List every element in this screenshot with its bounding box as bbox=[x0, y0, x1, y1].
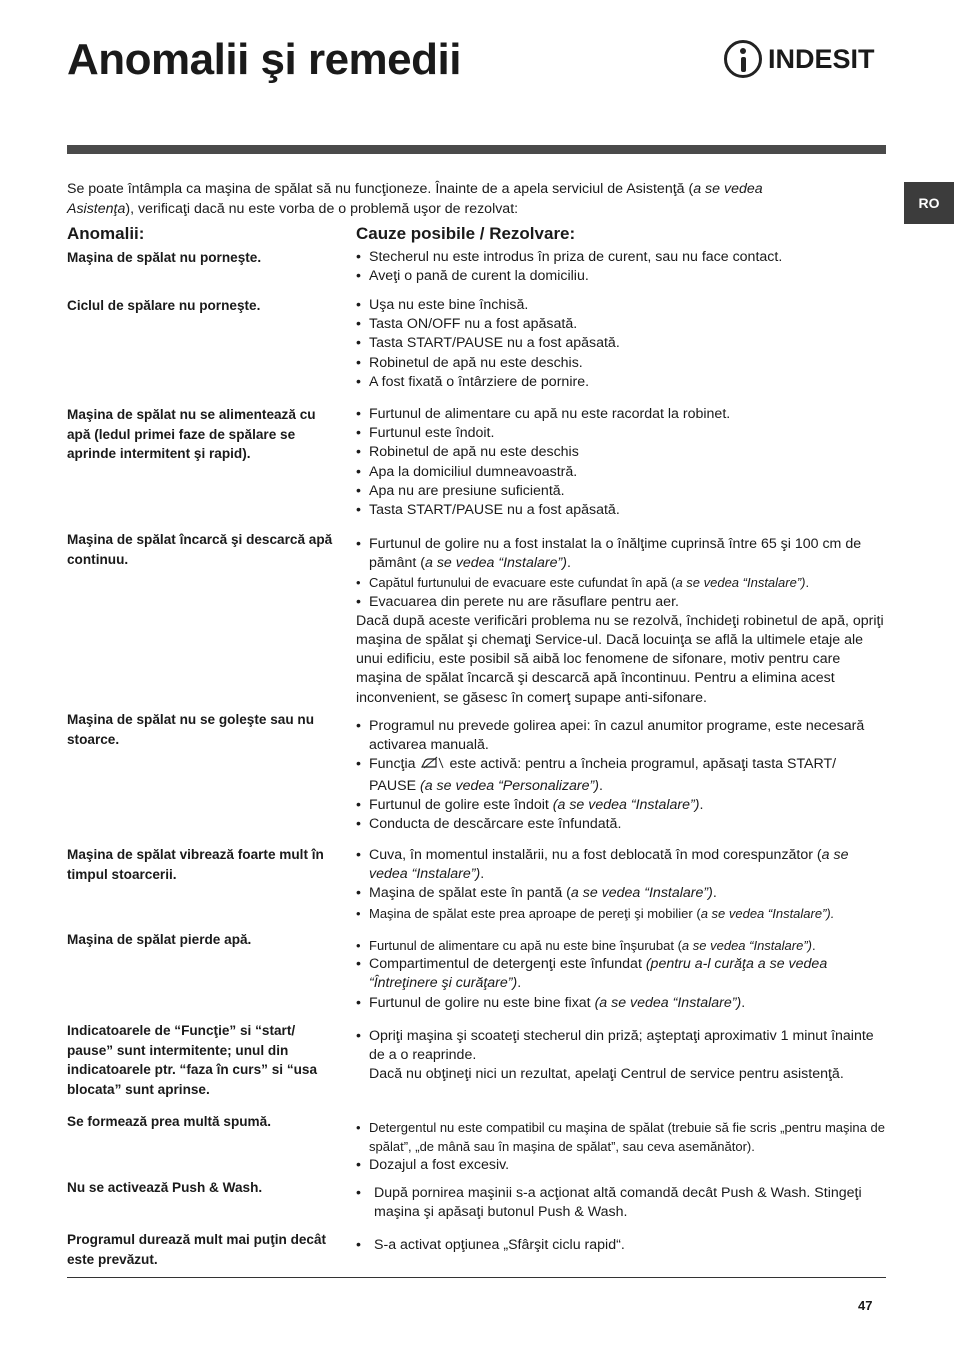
cause-item: • Apa nu are presiune suficientă. bbox=[356, 482, 886, 501]
problem-text: Maşina de spălat vibrează foarte mult în timpul stoarcerii. bbox=[67, 847, 324, 882]
cause-item: • Aveţi o pană de curent la domiciliu. bbox=[356, 267, 886, 286]
causes-list bbox=[356, 936, 886, 1013]
iron-no-spin-icon bbox=[420, 756, 444, 776]
header-divider bbox=[67, 145, 886, 154]
problem-text: Maşina de spălat încarcă şi descarcă apă continuu. bbox=[67, 532, 333, 567]
problem-text: Ciclul de spălare nu porneşte. bbox=[67, 298, 261, 313]
cause-item: • Detergentul nu este compatibil cu maşina de spălat (trebuie să fie scris „pentru maşina de spălat”, „de mână sau în maşina de spălat”, sau ceva asemănător). bbox=[356, 1118, 886, 1156]
cause-item: • Robinetul de apă nu este deschis bbox=[356, 443, 886, 462]
cause-item: • Funcţia este activă: pentru a încheia programul, apăsaţi tasta START/ PAUSE (a se vedea “Personalizare”). bbox=[356, 755, 886, 795]
cause-item: • După pornirea maşinii s-a acţionat altă comandă decât Push & Wash. Stingeţi maşina şi apăsaţi butonul Push & Wash. bbox=[356, 1184, 886, 1222]
causes-list bbox=[356, 1027, 886, 1085]
cause-item: • Tasta START/PAUSE nu a fost apăsată. bbox=[356, 501, 886, 520]
problem-text: Se formează prea multă spumă. bbox=[67, 1114, 271, 1129]
page-number: 47 bbox=[858, 1298, 873, 1313]
cause-item: • Stecherul nu este introdus în priza de curent, sau nu face contact. bbox=[356, 248, 886, 267]
anomalies-heading: Anomalii: bbox=[67, 224, 145, 243]
cause-item: • Furtunul este îndoit. bbox=[356, 424, 886, 443]
cause-item: • Cuva, în momentul instalării, nu a fost deblocată în mod corespunzător (a se vedea “Instalare”). bbox=[356, 846, 886, 884]
cause-item: • Dozajul a fost excesiv. bbox=[356, 1156, 886, 1175]
cause-item: • Uşa nu este bine închisă. bbox=[356, 296, 886, 315]
page-title: Anomalii şi remedii bbox=[67, 35, 461, 84]
causes-list bbox=[356, 535, 886, 708]
problem-text: Maşina de spălat nu se alimentează cu apă (ledul primei faze de spălare se aprinde intermitent şi rapid). bbox=[67, 407, 316, 461]
cause-item: • Tasta START/PAUSE nu a fost apăsată. bbox=[356, 334, 886, 353]
cause-item: • Opriţi maşina şi scoateţi stecherul din priză; aşteptaţi aproximativ 1 minut înainte de a o reaprinde. bbox=[356, 1027, 886, 1065]
causes-list bbox=[356, 717, 886, 834]
causes-list bbox=[356, 1118, 886, 1176]
causes-list bbox=[356, 1236, 886, 1255]
problem-text: Maşina de spălat nu se goleşte sau nu stoarce. bbox=[67, 712, 315, 747]
problem-text: Maşina de spălat pierde apă. bbox=[67, 932, 252, 947]
cause-item: • Furtunul de golire nu a fost instalat la o înălţime cuprinsă între 65 şi 100 cm de pământ (a se vedea “Instalare”). bbox=[356, 535, 886, 573]
cause-item: • Furtunul de golire nu este bine fixat (a se vedea “Instalare”). bbox=[356, 994, 886, 1013]
cause-item: • Evacuarea din perete nu are răsuflare pentru aer. bbox=[356, 593, 886, 612]
causes-list bbox=[356, 248, 886, 286]
causes-list bbox=[356, 296, 886, 392]
problem-text: Programul durează mult mai puţin decât este prevăzut. bbox=[67, 1232, 327, 1267]
cause-item: • Capătul furtunului de evacuare este cufundat în apă (a se vedea “Instalare”). bbox=[356, 573, 886, 592]
problem-text: Maşina de spălat nu porneşte. bbox=[67, 250, 262, 265]
cause-item: • Furtunul de golire este îndoit (a se vedea “Instalare”). bbox=[356, 796, 886, 815]
cause-note: Dacă nu obţineţi nici un rezultat, apelaţi Centrul de service pentru asistenţă. bbox=[369, 1066, 844, 1083]
cause-item: • Apa la domiciliul dumneavoastră. bbox=[356, 463, 886, 482]
brand-logo bbox=[724, 40, 875, 78]
problem-text: Indicatoarele de “Funcţie” si “start/ pause” sunt intermitente; unul din indicatoarele ptr. “faza în curs” si “usa blocata” sunt aprinse. bbox=[67, 1023, 318, 1097]
cause-item: • Furtunul de alimentare cu apă nu este bine înşurubat (a se vedea “Instalare”). bbox=[356, 936, 886, 955]
causes-list bbox=[356, 1184, 886, 1222]
cause-item: • Conducta de descărcare este înfundată. bbox=[356, 815, 886, 834]
cause-item: • Maşina de spălat este prea aproape de pereţi şi mobilier (a se vedea “Instalare”). bbox=[356, 904, 886, 923]
footer-divider bbox=[67, 1277, 886, 1278]
cause-item: • Maşina de spălat este în pantă (a se vedea “Instalare”). bbox=[356, 884, 886, 903]
causes-list bbox=[356, 846, 886, 923]
causes-heading: Cauze posibile / Rezolvare: bbox=[356, 224, 576, 243]
cause-item: • S-a activat opţiunea „Sfârşit ciclu rapid“. bbox=[356, 1236, 886, 1255]
language-tab: RO bbox=[904, 182, 954, 224]
cause-note: Dacă după aceste verificări problema nu se rezolvă, închideţi robinetul de apă, opriţi maşina de spălat şi chemaţi Service-ul. Dacă locuinţa se află la ultimele etaje ale unui edificiu, este posibil să aibă loc fenomene de sifonare, motiv pentru care maşina de spălat încarcă şi descarcă apă încontinuu. Pentru a elimina acest inconvenient, se găsesc în comerţ supape anti-sifonare. bbox=[356, 612, 884, 706]
intro-text: Se poate întâmpla ca maşina de spălat să nu funcţioneze. Înainte de a apela serviciul de Asistenţă (a se vedea Asistenţa), verificaţi dacă nu este vorba de o problemă uşor de rezolvat: bbox=[67, 181, 763, 217]
cause-item: • Robinetul de apă nu este deschis. bbox=[356, 354, 886, 373]
cause-item: • Programul nu prevede golirea apei: în cazul anumitor programe, este necesară activarea manuală. bbox=[356, 717, 886, 755]
problem-text: Nu se activează Push & Wash. bbox=[67, 1180, 263, 1195]
causes-list bbox=[356, 405, 886, 520]
cause-item: • A fost fixată o întârziere de pornire. bbox=[356, 373, 886, 392]
info-i-icon bbox=[724, 40, 762, 78]
cause-item: • Furtunul de alimentare cu apă nu este racordat la robinet. bbox=[356, 405, 886, 424]
brand-name: INDESIT bbox=[768, 44, 875, 74]
cause-item: • Compartimentul de detergenţi este înfundat (pentru a-l curăţa a se vedea “Întreţinere şi curăţare”). bbox=[356, 955, 886, 993]
cause-item: • Tasta ON/OFF nu a fost apăsată. bbox=[356, 315, 886, 334]
